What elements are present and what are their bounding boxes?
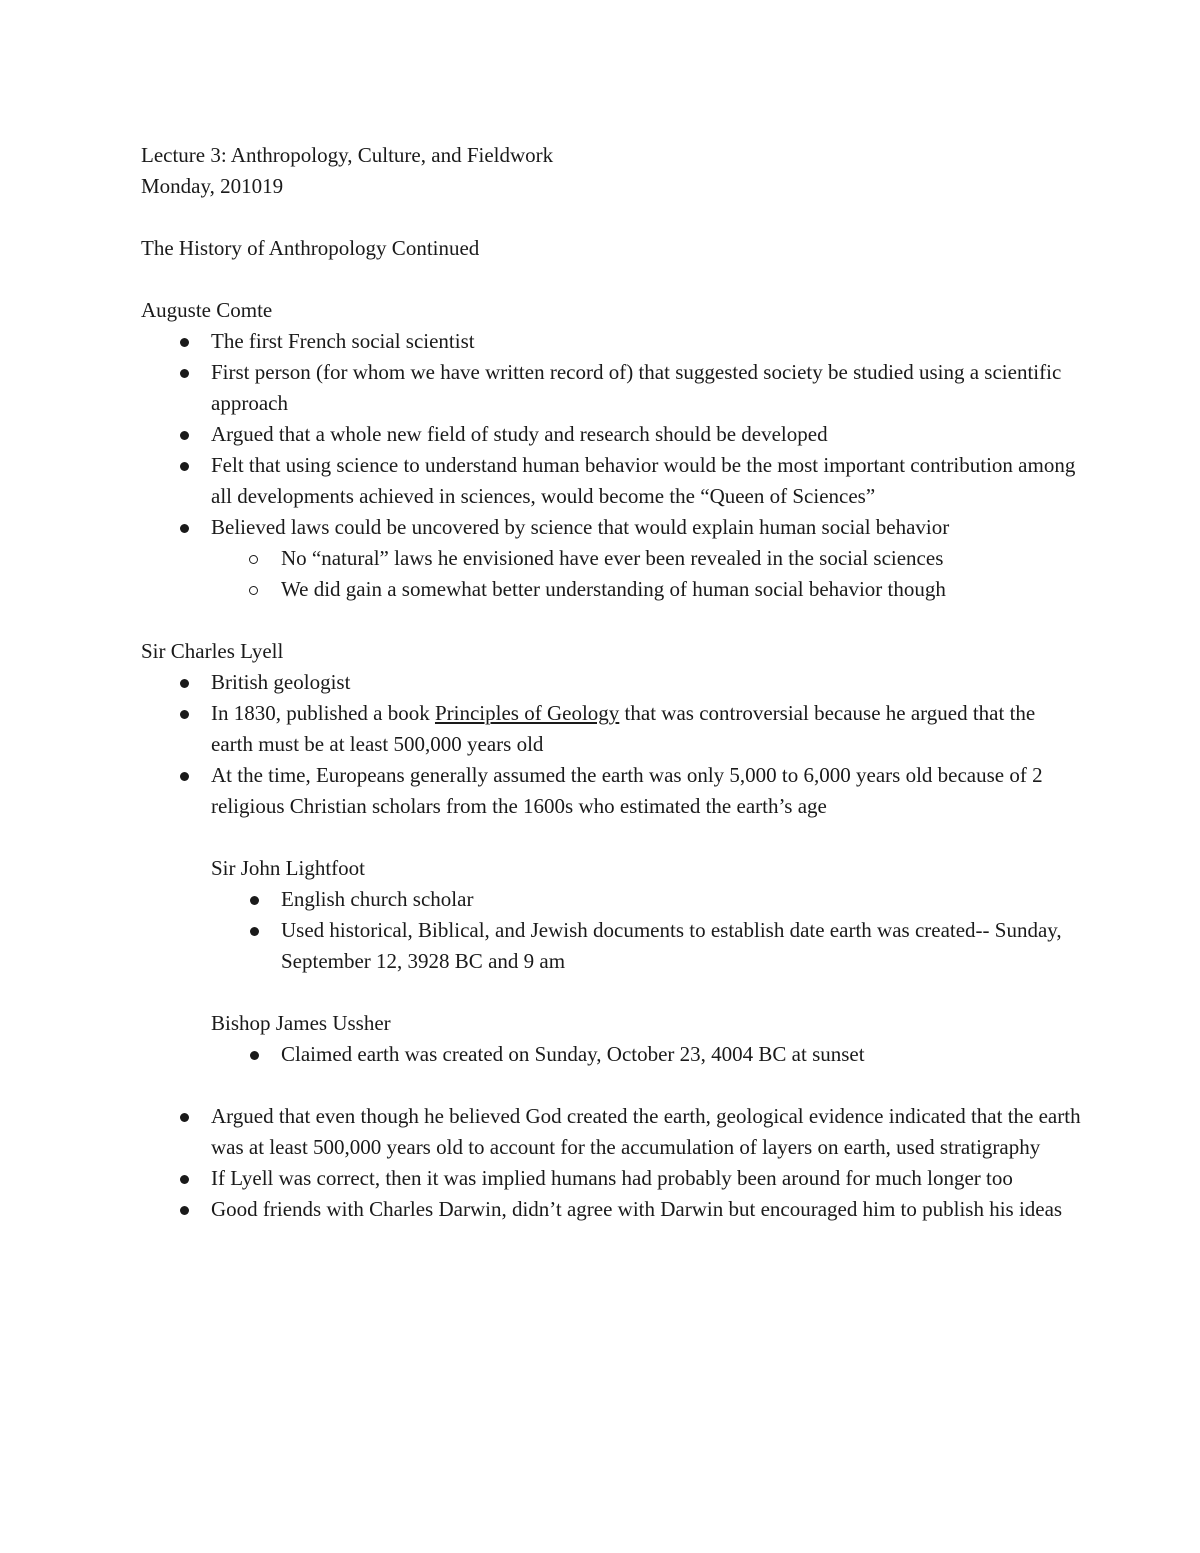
lyell-bullet-list [211, 667, 1081, 822]
section-heading: The History of Anthropology Continued [141, 236, 480, 260]
list-item-text: In 1830, published a book [211, 701, 435, 725]
lecture-date: Monday, 201019 [141, 174, 284, 198]
list-item: First person (for whom we have written record of) that suggested society be studied using a scientific approach [211, 357, 1081, 419]
list-item: Claimed earth was created on Sunday, October 23, 4004 BC at sunset [281, 1039, 1081, 1070]
comte-heading: Auguste Comte [141, 298, 273, 322]
lyell-more-bullet-list [211, 1101, 1081, 1225]
list-item-text: Believed laws could be uncovered by science that would explain human social behavior [211, 515, 950, 539]
lightfoot-heading: Sir John Lightfoot [211, 856, 366, 880]
sub-list-item: No “natural” laws he envisioned have ever been revealed in the social sciences [281, 543, 1081, 574]
list-item: At the time, Europeans generally assumed the earth was only 5,000 to 6,000 years old because of 2 religious Christian scholars from the 1600s who estimated the earth’s age [211, 760, 1081, 822]
list-item: British geologist [211, 667, 1081, 698]
list-item: Argued that a whole new field of study and research should be developed [211, 419, 1081, 450]
lightfoot-block [211, 853, 1081, 1070]
list-item [211, 512, 1081, 605]
list-item: The first French social scientist [211, 326, 1081, 357]
book-title: Principles of Geology [434, 701, 620, 725]
ussher-heading: Bishop James Ussher [211, 1011, 391, 1035]
list-item: Argued that even though he believed God created the earth, geological evidence indicated that the earth was at least 500,000 years old to account for the accumulation of layers on earth, used stratigraphy [211, 1101, 1081, 1163]
list-item: Good friends with Charles Darwin, didn’t agree with Darwin but encouraged him to publish his ideas [211, 1194, 1081, 1225]
lyell-heading: Sir Charles Lyell [141, 639, 284, 663]
lecture-title: Lecture 3: Anthropology, Culture, and Fieldwork [141, 143, 554, 167]
list-item: If Lyell was correct, then it was implied humans had probably been around for much longer too [211, 1163, 1081, 1194]
list-item [211, 698, 1081, 760]
document-page [141, 140, 1081, 1225]
list-item: English church scholar [281, 884, 1081, 915]
comte-sub-bullet-list [281, 543, 1081, 605]
list-item-text: that was controversial because he argued that the earth must be at least 500,000 years old [211, 701, 1036, 756]
list-item: Used historical, Biblical, and Jewish documents to establish date earth was created-- Sunday, September 12, 3928 BC and 9 am [281, 915, 1081, 977]
lightfoot-bullet-list [281, 884, 1081, 977]
ussher-bullet-list [281, 1039, 1081, 1070]
comte-bullet-list [211, 326, 1081, 605]
sub-list-item: We did gain a somewhat better understanding of human social behavior though [281, 574, 1081, 605]
list-item: Felt that using science to understand human behavior would be the most important contribution among all developments achieved in sciences, would become the “Queen of Sciences” [211, 450, 1081, 512]
